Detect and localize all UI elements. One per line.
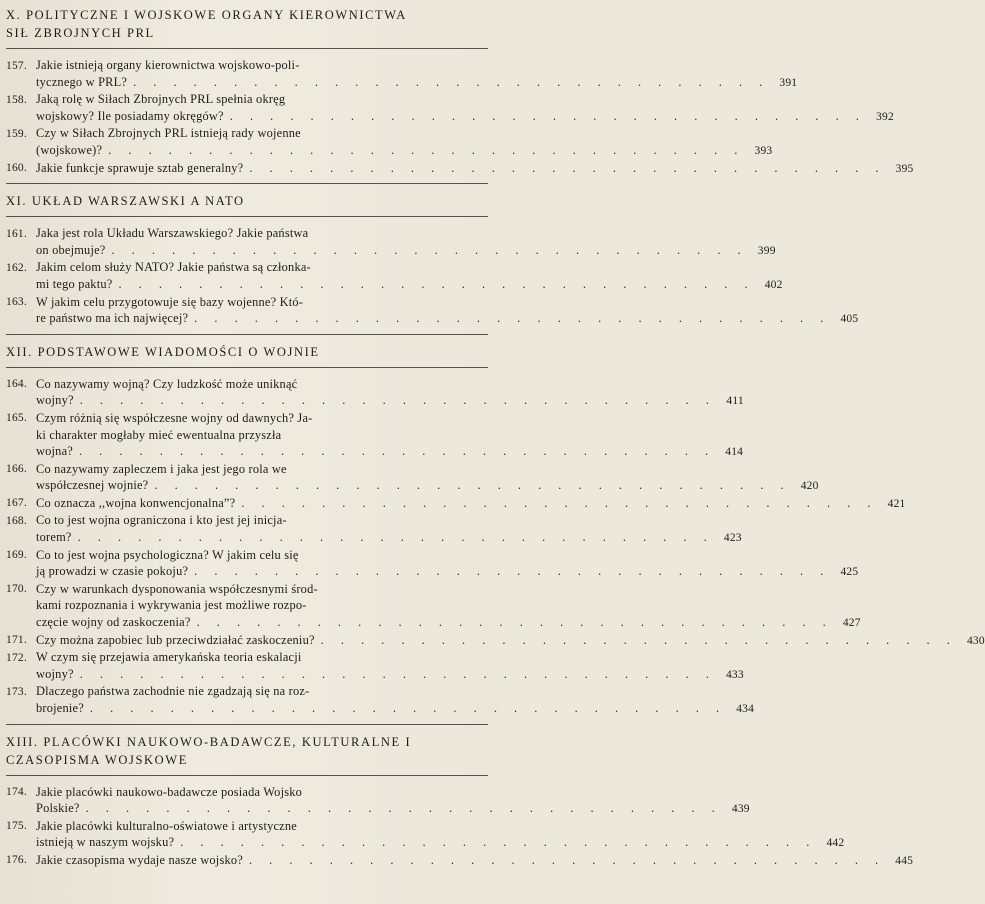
entry-text-line: Co oznacza ,,wojna konwencjonalna”? — [36, 495, 236, 510]
section-divider — [6, 216, 488, 217]
entry-number: 164. — [6, 378, 27, 391]
entry-text-line: Czy można zapobiec lub przeciwdziałać zaskoczeniu? — [36, 632, 315, 647]
entry-text-line: istnieją w naszym wojsku? — [36, 835, 175, 850]
section-title-line: XII. PODSTAWOWE WIADOMOŚCI O WOJNIE — [6, 344, 320, 359]
entry-number: 166. — [6, 463, 27, 476]
entry-text-line: Jaka jest rola Układu Warszawskiego? Jakie państwa — [36, 226, 309, 241]
section-title — [6, 343, 488, 361]
entry-text-line: mi tego paktu? — [36, 276, 113, 291]
dot-leader: . . . . . . . . . . . . . . . . . . . . . . . . . . . . . . . . — [85, 801, 722, 816]
toc-entry — [6, 225, 776, 259]
entry-number: 163. — [6, 296, 27, 309]
entry-number: 170. — [6, 583, 27, 596]
entry-page-number: 399 — [757, 244, 776, 257]
section-title-line: CZASOPISMA WOJSKOWE — [6, 752, 188, 767]
entry-page-number: 411 — [726, 395, 744, 408]
dot-leader: . . . . . . . . . . . . . . . . . . . . . . . . . . . . . . . . — [241, 495, 878, 510]
entry-text-line: ją prowadzi w czasie pokoju? — [36, 564, 189, 579]
toc-entry — [6, 294, 859, 328]
entry-text-line: Co nazywamy wojną? Czy ludzkość może uniknąć — [36, 376, 298, 391]
entry-page-number: 391 — [779, 76, 798, 89]
entry-text-line: Czy w warunkach dysponowania współczesnymi środ- — [36, 581, 318, 596]
dot-leader: . . . . . . . . . . . . . . . . . . . . . . . . . . . . . . . . — [78, 444, 716, 459]
section-title-line: SIŁ ZBROJNYCH PRL — [6, 26, 155, 40]
toc-entry — [6, 160, 914, 178]
dot-leader: . . . . . . . . . . . . . . . . . . . . . . . . . . . . . . . . — [248, 852, 886, 867]
entry-number: 175. — [6, 820, 27, 833]
entry-text-line: re państwo ma ich najwięcej? — [36, 311, 189, 326]
entry-number: 159. — [6, 127, 27, 140]
entry-number: 169. — [6, 549, 27, 562]
entry-number: 158. — [6, 93, 27, 106]
entry-page-number: 392 — [876, 110, 894, 123]
entry-text-line: (wojskowe)? — [36, 142, 103, 157]
toc-entry — [6, 57, 798, 91]
entry-number: 171. — [6, 634, 27, 647]
toc-entry — [6, 784, 750, 818]
entry-number: 168. — [6, 514, 27, 527]
entry-page-number: 439 — [731, 803, 750, 816]
entry-text-line: Co to jest wojna psychologiczna? W jakim celu się — [36, 547, 299, 562]
entry-text-line: Co nazywamy zapleczem i jaka jest jego rola we — [36, 461, 287, 476]
entry-text-line: Jakie istnieją organy kierownictwa wojskowo-poli- — [36, 58, 300, 72]
toc-entry — [6, 410, 744, 461]
entry-text-line: W jakim celu przygotowuje się bazy wojenne? Któ- — [36, 294, 304, 309]
dot-leader: . . . . . . . . . . . . . . . . . . . . . . . . . . . . . . . . — [194, 311, 831, 326]
entry-page-number: 414 — [725, 446, 744, 459]
entry-text-line: współczesnej wojnie? — [36, 478, 149, 493]
toc-entry — [6, 512, 742, 546]
entry-text-line: Polskie? — [36, 801, 80, 816]
entry-page-number: 442 — [826, 837, 845, 850]
entry-page-number: 434 — [736, 703, 755, 715]
section-divider — [6, 48, 488, 49]
section-xi — [6, 183, 859, 334]
entry-number: 167. — [6, 497, 27, 510]
section-title — [6, 6, 488, 42]
entry-number: 172. — [6, 651, 27, 664]
section-title-line: XIII. PLACÓWKI NAUKOWO-BADAWCZE, KULTURALNE I — [6, 734, 412, 749]
entry-text-line: Co to jest wojna ograniczona i kto jest jej inicja- — [36, 513, 287, 528]
dot-leader: . . . . . . . . . . . . . . . . . . . . . . . . . . . . . . . . — [180, 835, 817, 850]
entry-page-number: 427 — [842, 617, 861, 630]
entry-text-line: wojny? — [36, 393, 74, 408]
entry-number: 157. — [6, 59, 27, 72]
entry-text-line: W czym się przejawia amerykańska teoria eskalacji — [36, 650, 302, 665]
dot-leader: . . . . . . . . . . . . . . . . . . . . . . . . . . . . . . . . — [89, 701, 727, 715]
entry-text-line: Jakim celom służy NATO? Jakie państwa są członka- — [36, 260, 311, 275]
entry-text-line: Jakie funkcje sprawuje sztab generalny? — [36, 160, 244, 175]
entry-page-number: 433 — [725, 668, 744, 681]
toc-entry — [6, 461, 819, 495]
dot-leader: . . . . . . . . . . . . . . . . . . . . . . . . . . . . . . . . — [79, 393, 716, 408]
entry-number: 165. — [6, 412, 27, 425]
toc-entry — [6, 649, 744, 683]
dot-leader: . . . . . . . . . . . . . . . . . . . . . . . . . . . . . . . . — [229, 108, 866, 123]
toc-entry — [6, 683, 755, 717]
entry-text-line: brojenie? — [36, 701, 84, 715]
entry-page-number: 425 — [840, 566, 859, 579]
section-divider — [6, 367, 488, 368]
entry-text-line: Czym różnią się współczesne wojny od dawnych? Ja- — [36, 410, 313, 425]
dot-leader: . . . . . . . . . . . . . . . . . . . . . . . . . . . . . . . . — [133, 74, 770, 89]
entry-page-number: 393 — [754, 144, 773, 157]
dot-leader: . . . . . . . . . . . . . . . . . . . . . . . . . . . . . . . . — [79, 666, 716, 681]
toc-entry — [6, 581, 861, 632]
entry-number: 161. — [6, 227, 27, 240]
section-divider — [6, 183, 488, 184]
toc-entry — [6, 818, 845, 852]
entry-page-number: 430 — [966, 634, 985, 647]
section-title — [6, 192, 488, 210]
section-divider — [6, 775, 488, 776]
toc-entry — [6, 376, 744, 410]
entry-text-line: częcie wojny od zaskoczenia? — [36, 615, 191, 630]
entry-text-line: wojny? — [36, 666, 74, 681]
toc-entry — [6, 547, 859, 581]
entry-page-number: 402 — [764, 278, 783, 291]
entry-number: 162. — [6, 261, 27, 274]
entry-page-number: 445 — [895, 854, 914, 867]
dot-leader: . . . . . . . . . . . . . . . . . . . . . . . . . . . . . . . . — [111, 242, 748, 257]
toc-entry — [6, 632, 985, 650]
entry-text-line: ki charakter mogłaby mieć ewentualna przyszła — [36, 427, 282, 442]
entry-text-line: wojskowy? Ile posiadamy okręgów? — [36, 108, 224, 123]
section-xii — [6, 334, 985, 724]
toc-entry — [6, 852, 914, 870]
entry-text-line: on obejmuje? — [36, 242, 106, 257]
section-title-line: X. POLITYCZNE I WOJSKOWE ORGANY KIEROWNICTWA — [6, 8, 407, 22]
section-xiii — [6, 724, 914, 870]
entry-text-line: Jakie placówki naukowo-badawcze posiada Wojsko — [36, 784, 303, 799]
dot-leader: . . . . . . . . . . . . . . . . . . . . . . . . . . . . . . . . — [249, 160, 886, 175]
entry-text-line: Dlaczego państwa zachodnie nie zgadzają się na roz- — [36, 684, 310, 699]
dot-leader: . . . . . . . . . . . . . . . . . . . . . . . . . . . . . . . . — [154, 478, 791, 493]
entry-page-number: 420 — [800, 480, 819, 493]
dot-leader: . . . . . . . . . . . . . . . . . . . . . . . . . . . . . . . . — [108, 142, 745, 157]
entry-page-number: 405 — [840, 313, 859, 326]
section-title-line: XI. UKŁAD WARSZAWSKI A NATO — [6, 194, 245, 209]
entry-text-line: Czy w Siłach Zbrojnych PRL istnieją rady wojenne — [36, 126, 301, 141]
entry-number: 176. — [6, 854, 27, 867]
entry-text-line: Jakie placówki kulturalno-oświatowe i artystyczne — [36, 818, 297, 833]
entry-number: 174. — [6, 786, 27, 799]
section-x — [6, 6, 914, 183]
toc-entry — [6, 259, 783, 293]
entry-text-line: Jakie czasopisma wydaje nasze wojsko? — [36, 852, 243, 867]
dot-leader: . . . . . . . . . . . . . . . . . . . . . . . . . . . . . . . . — [77, 530, 714, 545]
dot-leader: . . . . . . . . . . . . . . . . . . . . . . . . . . . . . . . . — [320, 632, 957, 647]
dot-leader: . . . . . . . . . . . . . . . . . . . . . . . . . . . . . . . . — [194, 564, 831, 579]
section-title — [6, 733, 488, 769]
entry-text-line: Jaką rolę w Siłach Zbrojnych PRL spełnia okręg — [36, 92, 286, 107]
section-divider — [6, 724, 488, 725]
entry-text-line: torem? — [36, 530, 72, 545]
toc-entry — [6, 91, 894, 125]
entry-number: 160. — [6, 162, 27, 175]
toc-entry — [6, 125, 773, 159]
entry-page-number: 421 — [887, 497, 906, 510]
toc-entry — [6, 495, 906, 513]
entry-number: 173. — [6, 685, 27, 698]
entry-page-number: 423 — [723, 532, 742, 545]
entry-page-number: 395 — [895, 162, 914, 175]
dot-leader: . . . . . . . . . . . . . . . . . . . . . . . . . . . . . . . . — [196, 615, 833, 630]
entry-text-line: tycznego w PRL? — [36, 74, 128, 89]
entry-text-line: kami rozpoznania i wykrywania jest możliwe rozpo- — [36, 598, 307, 613]
entry-text-line: wojna? — [36, 444, 73, 459]
dot-leader: . . . . . . . . . . . . . . . . . . . . . . . . . . . . . . . . — [118, 276, 755, 291]
section-divider — [6, 334, 488, 335]
